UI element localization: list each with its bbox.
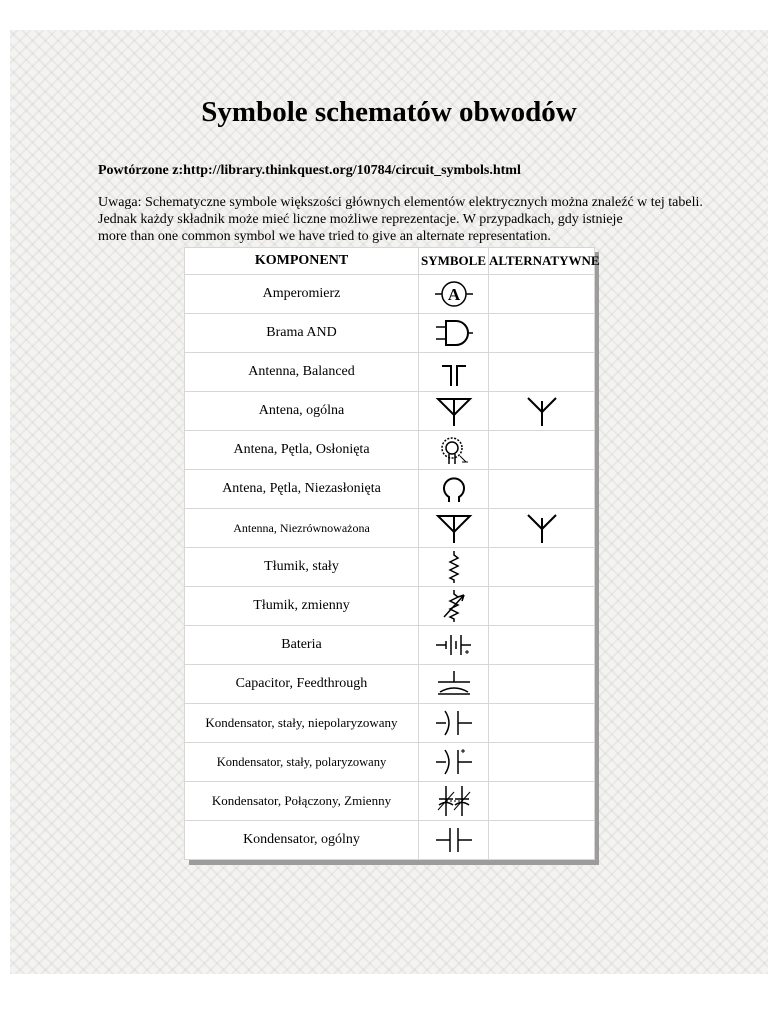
note-line: Uwaga: Schematyczne symbole większości głównych elementów elektrycznych można znaleźć w tej tabeli.: [98, 195, 703, 210]
antenna-loop-shielded-icon: [434, 434, 474, 466]
antenna-balanced-icon: [434, 356, 474, 388]
component-name: Tłumik, zmienny: [185, 587, 419, 626]
component-name: Brama AND: [185, 314, 419, 353]
table-row: [185, 431, 595, 470]
component-name: Capacitor, Feedthrough: [185, 665, 419, 704]
antenna-loop-unshielded-icon: [434, 473, 474, 505]
component-name: Antenna, Balanced: [185, 353, 419, 392]
component-name: Antena, ogólna: [185, 392, 419, 431]
capacitor-nonpolarized-icon: [434, 707, 474, 739]
note-paragraph: [98, 194, 758, 245]
component-name: Kondensator, ogólny: [185, 821, 419, 860]
battery-icon: [434, 629, 474, 661]
component-name: Antena, Pętla, Niezasłonięta: [185, 470, 419, 509]
component-name: Antena, Pętla, Osłonięta: [185, 431, 419, 470]
antenna-general-icon: [434, 395, 474, 427]
component-name: Kondensator, stały, niepolaryzowany: [185, 704, 419, 743]
note-line: Jednak każdy składnik może mieć liczne możliwe reprezentacje. W przypadkach, gdy istnieje: [98, 212, 623, 227]
component-name: Kondensator, stały, polaryzowany: [185, 743, 419, 782]
table-row: [185, 626, 595, 665]
table-row: [185, 743, 595, 782]
and-gate-icon: [434, 317, 474, 349]
table-row: [185, 704, 595, 743]
table-row: [185, 782, 595, 821]
table-row: [185, 275, 595, 314]
antenna-unbalanced-icon: [434, 512, 474, 544]
symbols-table: [184, 247, 600, 860]
table-row: [185, 821, 595, 860]
table-row: [185, 470, 595, 509]
component-name: Tłumik, stały: [185, 548, 419, 587]
table-row: [185, 548, 595, 587]
table-row: [185, 509, 595, 548]
component-name: Amperomierz: [185, 275, 419, 314]
component-name: Bateria: [185, 626, 419, 665]
capacitor-general-icon: [434, 824, 474, 856]
table-row: [185, 587, 595, 626]
table-header-row: [185, 248, 595, 275]
header-alternate: ALTERNATYWNE: [489, 248, 595, 275]
table-row: [185, 353, 595, 392]
table-row: [185, 392, 595, 431]
page-title: Symbole schematów obwodów: [201, 96, 577, 128]
table-row: [185, 314, 595, 353]
attenuator-variable-icon: [434, 589, 474, 623]
capacitor-polarized-icon: [434, 746, 474, 778]
header-symbol: SYMBOLE: [419, 248, 489, 275]
header-component: KOMPONENT: [185, 248, 419, 275]
component-name: Antenna, Niezrównoważona: [185, 509, 419, 548]
source-line: Powtórzone z:http://library.thinkquest.org/10784/circuit_symbols.html: [98, 163, 521, 178]
antenna-alt-icon: [522, 395, 562, 427]
document-page: [10, 30, 768, 974]
table-row: [185, 665, 595, 704]
symbols-table-wrapper: [184, 247, 600, 860]
ammeter-letter: A: [447, 285, 460, 304]
capacitor-feedthrough-icon: [434, 668, 474, 700]
antenna-alt-icon: [522, 512, 562, 544]
component-name: Kondensator, Połączony, Zmienny: [185, 782, 419, 821]
note-line: more than one common symbol we have tried to give an alternate representation.: [98, 229, 551, 244]
ammeter-icon: [434, 278, 474, 310]
attenuator-fixed-icon: [434, 550, 474, 584]
capacitor-ganged-variable-icon: [434, 784, 474, 818]
